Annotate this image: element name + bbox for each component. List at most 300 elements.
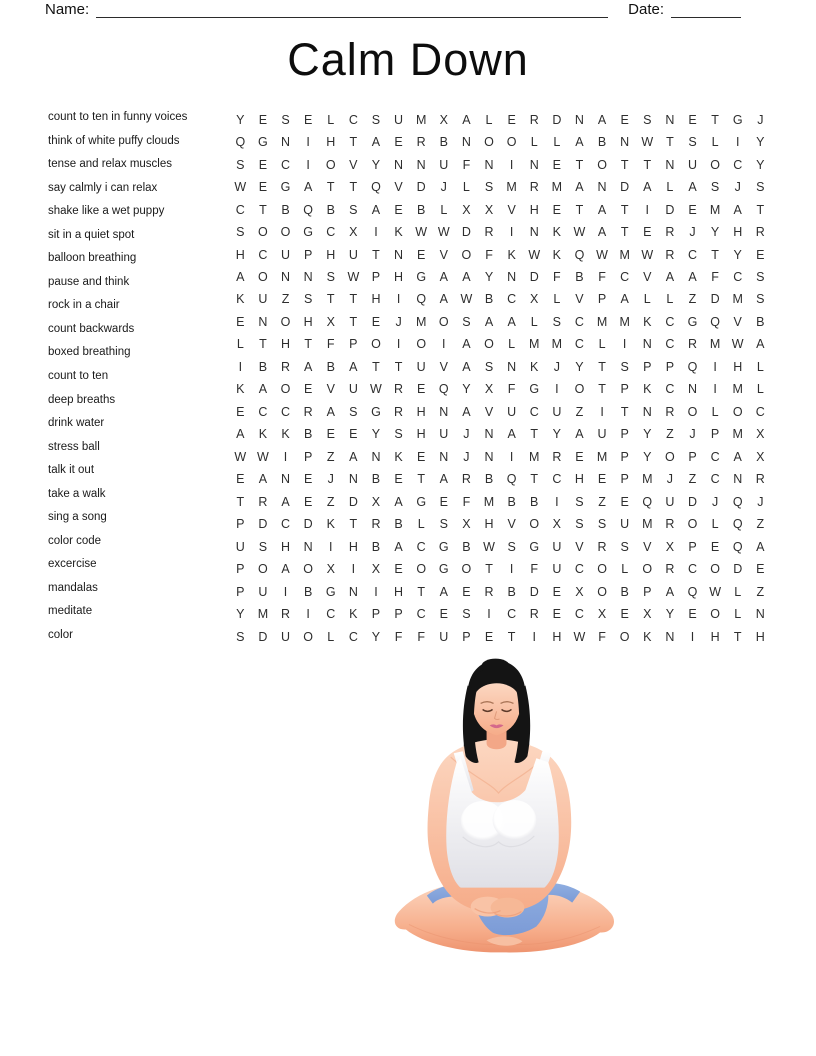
grid-letter: E bbox=[552, 607, 561, 622]
grid-letter: S bbox=[756, 292, 765, 307]
grid-letter: I bbox=[351, 562, 356, 577]
grid-letter: P bbox=[710, 427, 720, 442]
grid-letter: T bbox=[259, 337, 267, 352]
grid-letter: B bbox=[371, 472, 381, 487]
grid-letter: C bbox=[733, 270, 743, 285]
grid-letter: C bbox=[620, 270, 630, 285]
grid-letter: P bbox=[303, 449, 313, 464]
grid-letter: C bbox=[258, 404, 268, 419]
grid-letter: I bbox=[329, 539, 333, 554]
grid-letter: R bbox=[687, 337, 697, 352]
grid-letter: E bbox=[710, 539, 720, 554]
word-list-item: tense and relax muscles bbox=[48, 158, 173, 171]
grid-letter: V bbox=[394, 180, 403, 195]
grid-letter: L bbox=[598, 337, 606, 352]
grid-letter: K bbox=[236, 292, 245, 307]
grid-letter: L bbox=[756, 359, 764, 374]
grid-letter: T bbox=[372, 359, 380, 374]
grid-letter: H bbox=[733, 225, 743, 240]
grid-letter: U bbox=[687, 157, 697, 172]
grid-letter: T bbox=[598, 382, 606, 397]
grid-letter: V bbox=[507, 517, 516, 532]
grid-letter: O bbox=[371, 337, 381, 352]
grid-letter: J bbox=[711, 494, 719, 509]
grid-letter: F bbox=[417, 629, 425, 644]
grid-letter: I bbox=[622, 337, 627, 352]
grid-letter: K bbox=[507, 247, 516, 262]
grid-letter: I bbox=[487, 607, 491, 622]
grid-letter: E bbox=[597, 472, 607, 487]
grid-letter: L bbox=[327, 629, 335, 644]
grid-letter: R bbox=[665, 517, 675, 532]
word-list-item: mandalas bbox=[48, 581, 98, 594]
grid-letter: H bbox=[348, 539, 358, 554]
grid-letter: A bbox=[597, 202, 607, 217]
grid-letter: O bbox=[484, 337, 494, 352]
grid-letter: E bbox=[575, 449, 584, 464]
grid-letter: T bbox=[485, 562, 493, 577]
grid-letter: Y bbox=[575, 359, 584, 374]
grid-letter: M bbox=[642, 517, 653, 532]
grid-letter: H bbox=[574, 472, 584, 487]
grid-letter: S bbox=[326, 270, 335, 285]
grid-letter: M bbox=[483, 494, 495, 509]
grid-letter: J bbox=[463, 449, 470, 464]
grid-letter: R bbox=[665, 247, 675, 262]
grid-letter: S bbox=[303, 292, 313, 307]
grid-letter: V bbox=[349, 157, 358, 172]
grid-letter: G bbox=[438, 562, 449, 577]
grid-letter: L bbox=[643, 292, 651, 307]
grid-letter: I bbox=[396, 337, 401, 352]
grid-letter: K bbox=[530, 359, 539, 374]
grid-letter: Y bbox=[710, 225, 720, 240]
grid-letter: D bbox=[665, 202, 675, 217]
grid-letter: F bbox=[507, 382, 516, 397]
grid-letter: S bbox=[756, 270, 765, 285]
grid-letter: A bbox=[439, 584, 448, 599]
grid-letter: V bbox=[733, 314, 742, 329]
grid-letter: N bbox=[642, 337, 652, 352]
grid-letter: T bbox=[620, 225, 629, 240]
grid-letter: D bbox=[710, 292, 720, 307]
grid-letter: K bbox=[552, 225, 561, 240]
grid-letter: R bbox=[552, 449, 562, 464]
grid-letter: J bbox=[689, 427, 696, 442]
grid-letter: H bbox=[371, 292, 381, 307]
grid-letter: Z bbox=[326, 494, 335, 509]
grid-letter: P bbox=[236, 517, 245, 532]
grid-letter: E bbox=[394, 562, 403, 577]
grid-letter: B bbox=[507, 494, 516, 509]
grid-letter: T bbox=[756, 202, 765, 217]
grid-letter: C bbox=[574, 314, 584, 329]
grid-letter: L bbox=[734, 584, 742, 599]
grid-letter: A bbox=[507, 314, 516, 329]
grid-letter: R bbox=[303, 404, 313, 419]
grid-letter: S bbox=[258, 539, 268, 554]
grid-letter: T bbox=[620, 202, 629, 217]
grid-letter: T bbox=[417, 472, 425, 487]
grid-letter: A bbox=[688, 270, 697, 285]
grid-letter: N bbox=[348, 472, 358, 487]
grid-letter: C bbox=[574, 337, 584, 352]
grid-letter: P bbox=[620, 427, 629, 442]
grid-letter: P bbox=[303, 247, 313, 262]
grid-letter: H bbox=[755, 629, 765, 644]
grid-letter: R bbox=[394, 404, 404, 419]
grid-letter: C bbox=[755, 404, 765, 419]
grid-letter: J bbox=[757, 494, 764, 509]
grid-letter: I bbox=[509, 225, 514, 240]
grid-letter: E bbox=[394, 202, 403, 217]
grid-letter: G bbox=[258, 135, 268, 150]
word-list-item: count to ten in funny voices bbox=[48, 111, 188, 123]
grid-letter: S bbox=[394, 427, 403, 442]
grid-letter: C bbox=[235, 202, 245, 217]
grid-letter: I bbox=[396, 292, 401, 307]
grid-letter: A bbox=[281, 494, 290, 509]
grid-letter: R bbox=[281, 607, 291, 622]
grid-letter: T bbox=[666, 135, 674, 150]
grid-letter: A bbox=[507, 427, 516, 442]
grid-letter: T bbox=[620, 404, 629, 419]
grid-letter: X bbox=[484, 382, 494, 397]
grid-letter: Q bbox=[574, 247, 585, 262]
grid-letter: N bbox=[755, 607, 765, 622]
grid-letter: U bbox=[507, 404, 517, 419]
grid-letter: W bbox=[596, 247, 608, 262]
grid-letter: C bbox=[326, 225, 336, 240]
grid-letter: N bbox=[394, 157, 404, 172]
grid-letter: V bbox=[575, 539, 584, 554]
grid-letter: S bbox=[620, 539, 629, 554]
grid-letter: A bbox=[462, 112, 471, 127]
grid-letter: A bbox=[349, 359, 358, 374]
grid-letter: Y bbox=[665, 607, 675, 622]
grid-letter: A bbox=[371, 202, 381, 217]
grid-letter: Z bbox=[281, 292, 290, 307]
grid-letter: T bbox=[575, 202, 584, 217]
grid-letter: D bbox=[529, 270, 539, 285]
grid-letter: C bbox=[348, 629, 358, 644]
grid-letter: N bbox=[733, 472, 743, 487]
grid-letter: G bbox=[438, 539, 449, 554]
grid-letter: I bbox=[555, 494, 559, 509]
grid-letter: J bbox=[689, 225, 696, 240]
grid-letter: G bbox=[303, 225, 313, 240]
grid-letter: H bbox=[281, 539, 291, 554]
grid-letter: A bbox=[303, 180, 313, 195]
grid-letter: E bbox=[258, 157, 268, 172]
grid-letter: T bbox=[575, 157, 584, 172]
grid-letter: Y bbox=[462, 382, 471, 397]
grid-letter: G bbox=[687, 314, 698, 329]
grid-letter: I bbox=[238, 359, 243, 374]
grid-letter: C bbox=[552, 472, 562, 487]
grid-letter: U bbox=[552, 539, 562, 554]
grid-letter: X bbox=[462, 202, 471, 217]
grid-letter: Y bbox=[756, 135, 765, 150]
grid-letter: D bbox=[258, 517, 268, 532]
grid-letter: I bbox=[713, 382, 717, 397]
grid-letter: S bbox=[620, 359, 629, 374]
grid-letter: U bbox=[439, 157, 449, 172]
grid-letter: S bbox=[552, 314, 561, 329]
grid-letter: T bbox=[349, 135, 358, 150]
grid-letter: A bbox=[665, 270, 675, 285]
grid-letter: M bbox=[415, 314, 427, 329]
page-title: Calm Down bbox=[287, 34, 529, 85]
grid-letter: X bbox=[552, 517, 561, 532]
grid-letter: W bbox=[415, 225, 428, 240]
grid-letter: W bbox=[347, 270, 360, 285]
grid-letter: Q bbox=[303, 202, 313, 217]
grid-letter: C bbox=[665, 337, 675, 352]
grid-letter: P bbox=[462, 629, 471, 644]
grid-letter: V bbox=[507, 202, 516, 217]
grid-letter: D bbox=[687, 494, 697, 509]
grid-letter: O bbox=[597, 562, 607, 577]
grid-letter: X bbox=[756, 427, 765, 442]
grid-letter: M bbox=[596, 449, 608, 464]
grid-letter: E bbox=[371, 314, 381, 329]
grid-letter: V bbox=[575, 292, 584, 307]
grid-letter: S bbox=[507, 539, 516, 554]
grid-letter: N bbox=[665, 157, 675, 172]
grid-letter: N bbox=[529, 225, 539, 240]
grid-letter: R bbox=[755, 472, 765, 487]
grid-letter: G bbox=[371, 404, 381, 419]
grid-letter: I bbox=[306, 607, 310, 622]
grid-letter: A bbox=[665, 584, 675, 599]
grid-letter: N bbox=[665, 112, 675, 127]
grid-letter: L bbox=[530, 135, 538, 150]
grid-letter: B bbox=[394, 517, 403, 532]
grid-letter: X bbox=[597, 607, 607, 622]
grid-letter: U bbox=[394, 112, 404, 127]
grid-letter: A bbox=[484, 314, 494, 329]
grid-letter: U bbox=[258, 292, 268, 307]
grid-letter: U bbox=[281, 247, 291, 262]
grid-letter: W bbox=[641, 135, 654, 150]
grid-letter: E bbox=[439, 607, 448, 622]
grid-letter: C bbox=[574, 607, 584, 622]
grid-letter: Z bbox=[575, 404, 584, 419]
grid-letter: S bbox=[688, 135, 697, 150]
grid-letter: L bbox=[530, 314, 538, 329]
grid-letter: S bbox=[236, 157, 245, 172]
grid-letter: D bbox=[733, 562, 743, 577]
grid-letter: Q bbox=[506, 472, 517, 487]
grid-letter: O bbox=[710, 607, 720, 622]
grid-letter: H bbox=[394, 584, 404, 599]
grid-letter: J bbox=[327, 472, 334, 487]
grid-letter: O bbox=[461, 562, 472, 577]
grid-letter: H bbox=[552, 629, 562, 644]
grid-letter: M bbox=[732, 382, 743, 397]
grid-letter: X bbox=[462, 517, 471, 532]
grid-letter: P bbox=[371, 607, 381, 622]
grid-letter: X bbox=[484, 202, 494, 217]
grid-letter: O bbox=[642, 562, 653, 577]
grid-letter: D bbox=[348, 494, 358, 509]
grid-letter: I bbox=[509, 562, 514, 577]
word-list-item: color code bbox=[48, 534, 102, 547]
grid-letter: Y bbox=[643, 449, 652, 464]
grid-letter: I bbox=[600, 404, 604, 419]
grid-letter: L bbox=[756, 382, 764, 397]
grid-letter: A bbox=[394, 539, 403, 554]
grid-letter: W bbox=[460, 292, 473, 307]
grid-letter: L bbox=[553, 292, 561, 307]
name-label: Name: bbox=[45, 1, 90, 18]
grid-letter: I bbox=[555, 382, 559, 397]
grid-letter: N bbox=[484, 157, 494, 172]
grid-letter: Q bbox=[687, 359, 698, 374]
grid-letter: E bbox=[507, 112, 516, 127]
grid-letter: T bbox=[620, 157, 629, 172]
grid-letter: H bbox=[529, 202, 539, 217]
grid-letter: X bbox=[575, 584, 584, 599]
word-list-item: meditate bbox=[48, 605, 93, 618]
grid-letter: Y bbox=[756, 157, 765, 172]
grid-letter: T bbox=[711, 112, 719, 127]
grid-letter: L bbox=[417, 517, 425, 532]
word-list bbox=[48, 106, 223, 648]
grid-letter: T bbox=[326, 292, 335, 307]
grid-letter: O bbox=[506, 135, 517, 150]
word-list-item: pause and think bbox=[48, 275, 130, 288]
grid-letter: S bbox=[462, 314, 471, 329]
grid-letter: M bbox=[732, 427, 743, 442]
grid-letter: N bbox=[348, 584, 358, 599]
grid-letter: S bbox=[484, 180, 494, 195]
grid-letter: E bbox=[303, 382, 313, 397]
grid-letter: A bbox=[597, 112, 607, 127]
grid-letter: G bbox=[529, 539, 540, 554]
grid-letter: M bbox=[551, 337, 563, 352]
grid-letter: R bbox=[371, 517, 381, 532]
grid-letter: R bbox=[529, 607, 539, 622]
grid-letter: A bbox=[575, 180, 584, 195]
grid-letter: I bbox=[645, 202, 650, 217]
grid-letter: A bbox=[575, 135, 584, 150]
grid-letter: E bbox=[620, 607, 629, 622]
grid-letter: C bbox=[348, 112, 358, 127]
grid-letter: Y bbox=[733, 247, 742, 262]
grid-letter: H bbox=[303, 314, 313, 329]
grid-letter: V bbox=[643, 270, 652, 285]
grid-letter: E bbox=[688, 607, 697, 622]
grid-letter: E bbox=[303, 472, 313, 487]
grid-letter: G bbox=[416, 494, 427, 509]
grid-letter: X bbox=[530, 292, 539, 307]
grid-letter: R bbox=[394, 382, 404, 397]
grid-letter: W bbox=[483, 539, 495, 554]
grid-letter: A bbox=[620, 292, 629, 307]
grid-letter: A bbox=[756, 539, 765, 554]
grid-letter: N bbox=[303, 270, 313, 285]
grid-letter: E bbox=[756, 247, 765, 262]
grid-letter: H bbox=[281, 337, 291, 352]
grid-letter: R bbox=[665, 562, 675, 577]
grid-letter: O bbox=[416, 562, 427, 577]
grid-letter: S bbox=[281, 112, 290, 127]
grid-letter: Q bbox=[732, 517, 743, 532]
grid-letter: N bbox=[394, 247, 404, 262]
grid-letter: U bbox=[552, 404, 562, 419]
grid-letter: A bbox=[236, 270, 245, 285]
hands bbox=[471, 897, 525, 918]
grid-letter: W bbox=[257, 449, 269, 464]
grid-letter: X bbox=[439, 112, 448, 127]
grid-letter: T bbox=[507, 629, 516, 644]
grid-letter: E bbox=[349, 427, 358, 442]
grid-letter: U bbox=[416, 359, 426, 374]
grid-letter: R bbox=[529, 180, 539, 195]
grid-letter: W bbox=[370, 382, 382, 397]
grid-letter: S bbox=[575, 494, 584, 509]
grid-letter: E bbox=[258, 180, 268, 195]
grid-letter: J bbox=[553, 359, 560, 374]
word-list-item: talk it out bbox=[48, 464, 95, 477]
grid-letter: Q bbox=[416, 292, 427, 307]
word-list-item: drink water bbox=[48, 417, 105, 430]
grid-letter: A bbox=[756, 337, 765, 352]
word-list-item: count to ten bbox=[48, 370, 109, 383]
grid-letter: S bbox=[439, 517, 448, 532]
grid-letter: N bbox=[371, 449, 381, 464]
grid-letter: X bbox=[756, 449, 765, 464]
grid-letter: A bbox=[371, 135, 381, 150]
grid-letter: P bbox=[236, 584, 245, 599]
grid-letter: O bbox=[280, 382, 291, 397]
grid-letter: B bbox=[303, 584, 313, 599]
grid-letter: P bbox=[620, 472, 629, 487]
grid-letter: E bbox=[236, 404, 245, 419]
grid-letter: K bbox=[281, 427, 290, 442]
grid-letter: T bbox=[417, 584, 425, 599]
grid-letter: A bbox=[597, 225, 607, 240]
grid-letter: U bbox=[348, 382, 358, 397]
grid-letter: B bbox=[281, 202, 290, 217]
grid-letter: E bbox=[484, 629, 494, 644]
grid-letter: B bbox=[303, 427, 313, 442]
grid-letter: I bbox=[690, 629, 695, 644]
grid-letter: B bbox=[326, 202, 335, 217]
word-list-item: deep breaths bbox=[48, 393, 116, 406]
grid-letter: A bbox=[258, 472, 268, 487]
grid-letter: O bbox=[597, 157, 607, 172]
grid-letter: N bbox=[620, 135, 630, 150]
grid-letter: H bbox=[326, 135, 336, 150]
word-list-item: say calmly i can relax bbox=[48, 181, 158, 194]
grid-letter: Q bbox=[235, 135, 246, 150]
grid-letter: B bbox=[507, 584, 516, 599]
grid-letter: K bbox=[643, 629, 652, 644]
grid-letter: B bbox=[439, 135, 448, 150]
grid-letter: N bbox=[416, 157, 426, 172]
grid-letter: N bbox=[461, 135, 471, 150]
grid-letter: P bbox=[394, 607, 403, 622]
word-list-item: stress ball bbox=[48, 440, 100, 453]
grid-letter: O bbox=[710, 562, 720, 577]
grid-letter: A bbox=[439, 472, 448, 487]
grid-letter: T bbox=[349, 180, 358, 195]
grid-letter: X bbox=[349, 225, 358, 240]
grid-letter: K bbox=[236, 382, 245, 397]
